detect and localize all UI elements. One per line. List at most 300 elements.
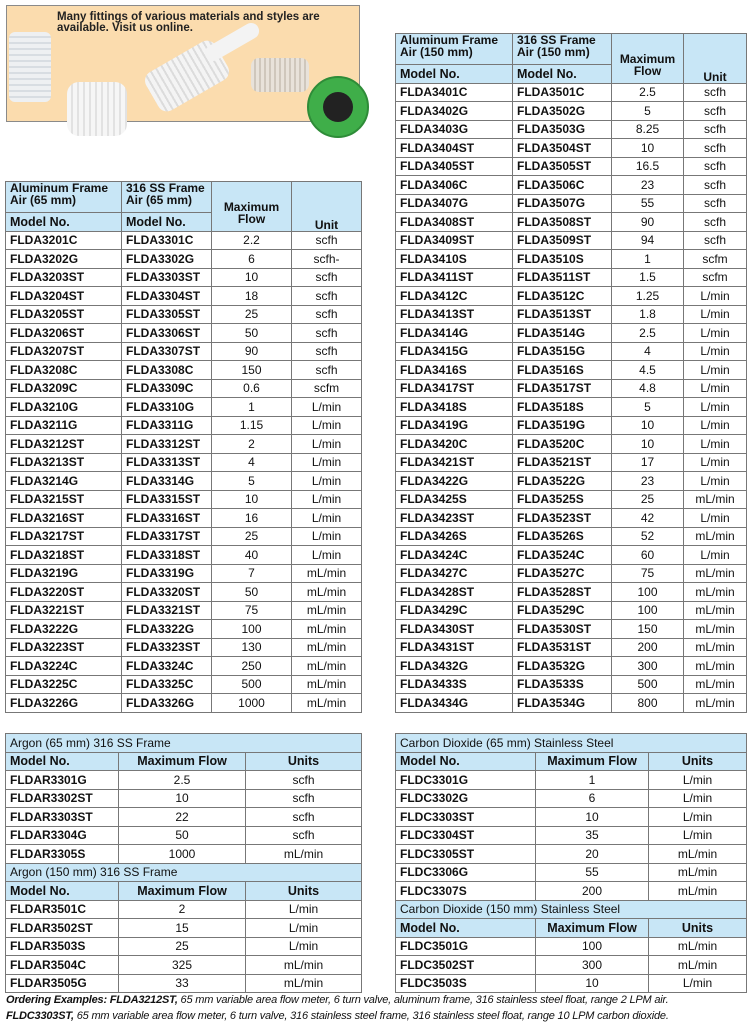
- ss-model-cell: FLDA3323ST: [122, 638, 212, 657]
- ss-model-cell: FLDA3322G: [122, 620, 212, 639]
- ss-model-cell: FLDA3309C: [122, 379, 212, 398]
- ss-model-cell: FLDA3533S: [513, 675, 612, 694]
- aluminum-model-cell: FLDA3402G: [396, 102, 513, 121]
- table-row: [6, 509, 362, 528]
- aluminum-model-cell: FLDA3201C: [6, 231, 122, 250]
- max-flow-cell: 22: [119, 808, 246, 827]
- max-flow-cell: 4: [612, 342, 684, 361]
- max-flow-cell: 55: [536, 863, 649, 882]
- aluminum-model-cell: FLDA3401C: [396, 83, 513, 102]
- unit-cell: scfh: [684, 231, 747, 250]
- unit-cell: L/min: [649, 974, 747, 993]
- unit-cell: scfh: [684, 139, 747, 158]
- model-cell: FLDC3305ST: [396, 845, 536, 864]
- table-row: [6, 694, 362, 713]
- fittings-promo-image: [6, 5, 360, 122]
- max-flow-cell: 25: [212, 305, 292, 324]
- column-header: Maximum Flow: [119, 752, 246, 771]
- column-header-row: [396, 919, 747, 938]
- column-header: Maximum Flow: [119, 882, 246, 901]
- max-flow-cell: 100: [612, 583, 684, 602]
- max-flow-cell: 52: [612, 527, 684, 546]
- unit-cell: L/min: [684, 361, 747, 380]
- unit-cell: scfh: [292, 361, 362, 380]
- ss-model-cell: FLDA3517ST: [513, 379, 612, 398]
- table-row: [6, 900, 362, 919]
- max-flow-cell: 300: [612, 657, 684, 676]
- unit-cell: L/min: [684, 342, 747, 361]
- table-row: [396, 882, 747, 901]
- table-row: [396, 342, 747, 361]
- max-flow-cell: 33: [119, 974, 246, 993]
- table-row: [396, 863, 747, 882]
- ss-model-cell: FLDA3315ST: [122, 490, 212, 509]
- unit-cell: L/min: [684, 379, 747, 398]
- ordering-model-2: FLDC3303ST,: [6, 1010, 74, 1022]
- column-header: Model No.: [396, 919, 536, 938]
- model-cell: FLDAR3502ST: [6, 919, 119, 938]
- max-flow-cell: 2: [212, 435, 292, 454]
- model-cell: FLDAR3302ST: [6, 789, 119, 808]
- maximum-flow-header: Maximum Flow: [212, 182, 292, 232]
- unit-cell: scfh-: [292, 250, 362, 269]
- header-row: [396, 34, 747, 65]
- model-cell: FLDC3304ST: [396, 826, 536, 845]
- elbow-fitting-threaded: [251, 58, 309, 92]
- unit-cell: mL/min: [684, 490, 747, 509]
- table-row: [6, 342, 362, 361]
- model-cell: FLDAR3503S: [6, 937, 119, 956]
- unit-cell: mL/min: [292, 694, 362, 713]
- max-flow-cell: 25: [212, 527, 292, 546]
- table-row: [396, 231, 747, 250]
- table-row: [396, 102, 747, 121]
- column-header: Maximum Flow: [536, 752, 649, 771]
- max-flow-cell: 300: [536, 956, 649, 975]
- max-flow-cell: 20: [536, 845, 649, 864]
- max-flow-cell: 55: [612, 194, 684, 213]
- unit-cell: L/min: [684, 435, 747, 454]
- max-flow-cell: 5: [612, 398, 684, 417]
- ss-model-cell: FLDA3504ST: [513, 139, 612, 158]
- ordering-example-2: [6, 1010, 669, 1022]
- max-flow-cell: 500: [212, 675, 292, 694]
- unit-cell: mL/min: [246, 956, 362, 975]
- ordering-text-1: 65 mm variable area flow meter, 6 turn valve, aluminum frame, 316 stainless steel float, range 2 LPM air.: [177, 994, 669, 1006]
- max-flow-cell: 25: [119, 937, 246, 956]
- model-no-header: Model No.: [122, 213, 212, 232]
- max-flow-cell: 35: [536, 826, 649, 845]
- ss-model-cell: FLDA3306ST: [122, 324, 212, 343]
- unit-cell: scfh: [684, 213, 747, 232]
- table-row: [396, 287, 747, 306]
- max-flow-cell: 2.5: [612, 324, 684, 343]
- table-row: [396, 324, 747, 343]
- ss-model-cell: FLDA3502G: [513, 102, 612, 121]
- max-flow-cell: 10: [536, 808, 649, 827]
- aluminum-model-cell: FLDA3434G: [396, 694, 513, 713]
- max-flow-cell: 1.15: [212, 416, 292, 435]
- unit-header: Unit: [684, 34, 747, 84]
- aluminum-model-cell: FLDA3225C: [6, 675, 122, 694]
- carbon-dioxide-table: [395, 733, 747, 993]
- aluminum-model-cell: FLDA3410S: [396, 250, 513, 269]
- model-cell: FLDC3307S: [396, 882, 536, 901]
- unit-cell: scfh: [684, 194, 747, 213]
- table-row: [396, 845, 747, 864]
- ss-model-cell: FLDA3506C: [513, 176, 612, 195]
- table-row: [396, 157, 747, 176]
- ss-model-cell: FLDA3503G: [513, 120, 612, 139]
- unit-cell: mL/min: [292, 675, 362, 694]
- column-header: Model No.: [6, 882, 119, 901]
- unit-cell: mL/min: [684, 620, 747, 639]
- ss-model-cell: FLDA3525S: [513, 490, 612, 509]
- maximum-flow-header: Maximum Flow: [612, 34, 684, 84]
- table-row: [396, 638, 747, 657]
- model-cell: FLDAR3301G: [6, 771, 119, 790]
- ss-model-cell: FLDA3527C: [513, 564, 612, 583]
- max-flow-cell: 800: [612, 694, 684, 713]
- max-flow-cell: 1000: [212, 694, 292, 713]
- ss-model-cell: FLDA3304ST: [122, 287, 212, 306]
- aluminum-model-cell: FLDA3432G: [396, 657, 513, 676]
- max-flow-cell: 10: [119, 789, 246, 808]
- aluminum-model-cell: FLDA3223ST: [6, 638, 122, 657]
- ss-model-cell: FLDA3320ST: [122, 583, 212, 602]
- unit-cell: L/min: [684, 398, 747, 417]
- table-row: [396, 305, 747, 324]
- max-flow-cell: 17: [612, 453, 684, 472]
- air-65mm-table: [5, 181, 362, 713]
- unit-cell: mL/min: [649, 845, 747, 864]
- unit-cell: L/min: [246, 937, 362, 956]
- max-flow-cell: 1: [212, 398, 292, 417]
- unit-cell: mL/min: [292, 638, 362, 657]
- unit-cell: L/min: [684, 416, 747, 435]
- promo-text: [57, 12, 320, 34]
- model-cell: FLDC3301G: [396, 771, 536, 790]
- section-title: Carbon Dioxide (150 mm) Stainless Steel: [396, 900, 747, 919]
- max-flow-cell: 90: [212, 342, 292, 361]
- max-flow-cell: 23: [612, 176, 684, 195]
- unit-cell: mL/min: [649, 863, 747, 882]
- column-header-row: [6, 752, 362, 771]
- table-row: [6, 361, 362, 380]
- ss-model-cell: FLDA3516S: [513, 361, 612, 380]
- ordering-label: Ordering Examples: FLDA3212ST,: [6, 994, 178, 1006]
- unit-cell: mL/min: [684, 601, 747, 620]
- unit-cell: mL/min: [684, 657, 747, 676]
- max-flow-cell: 16: [212, 509, 292, 528]
- aluminum-model-cell: FLDA3426S: [396, 527, 513, 546]
- max-flow-cell: 100: [612, 601, 684, 620]
- aluminum-model-cell: FLDA3431ST: [396, 638, 513, 657]
- section-title-row: [6, 863, 362, 882]
- column-header: Units: [649, 752, 747, 771]
- max-flow-cell: 75: [612, 564, 684, 583]
- max-flow-cell: 90: [612, 213, 684, 232]
- ss-model-cell: FLDA3505ST: [513, 157, 612, 176]
- aluminum-model-cell: FLDA3217ST: [6, 527, 122, 546]
- model-no-header: Model No.: [513, 65, 612, 84]
- ss-model-cell: FLDA3311G: [122, 416, 212, 435]
- aluminum-model-cell: FLDA3408ST: [396, 213, 513, 232]
- table-row: [6, 416, 362, 435]
- ss-model-cell: FLDA3319G: [122, 564, 212, 583]
- unit-cell: L/min: [292, 472, 362, 491]
- table-row: [6, 601, 362, 620]
- model-cell: FLDC3503S: [396, 974, 536, 993]
- table-row: [396, 250, 747, 269]
- ss-model-cell: FLDA3507G: [513, 194, 612, 213]
- aluminum-model-cell: FLDA3215ST: [6, 490, 122, 509]
- unit-cell: scfh: [246, 826, 362, 845]
- aluminum-model-cell: FLDA3404ST: [396, 139, 513, 158]
- table-row: [396, 176, 747, 195]
- table-row: [6, 937, 362, 956]
- table-row: [6, 826, 362, 845]
- table-row: [6, 845, 362, 864]
- max-flow-cell: 10: [212, 268, 292, 287]
- table-row: [6, 789, 362, 808]
- model-no-header: Model No.: [6, 213, 122, 232]
- max-flow-cell: 16.5: [612, 157, 684, 176]
- unit-cell: scfh: [292, 342, 362, 361]
- column-header: Maximum Flow: [536, 919, 649, 938]
- section-title-row: [396, 900, 747, 919]
- max-flow-cell: 2.2: [212, 231, 292, 250]
- ss-model-cell: FLDA3534G: [513, 694, 612, 713]
- unit-cell: scfh: [292, 305, 362, 324]
- aluminum-model-cell: FLDA3406C: [396, 176, 513, 195]
- max-flow-cell: 50: [212, 324, 292, 343]
- unit-cell: L/min: [684, 324, 747, 343]
- unit-cell: scfh: [246, 808, 362, 827]
- max-flow-cell: 5: [612, 102, 684, 121]
- aluminum-model-cell: FLDA3413ST: [396, 305, 513, 324]
- max-flow-cell: 42: [612, 509, 684, 528]
- table-row: [396, 546, 747, 565]
- table-row: [6, 324, 362, 343]
- unit-cell: mL/min: [292, 564, 362, 583]
- max-flow-cell: 250: [212, 657, 292, 676]
- aluminum-model-cell: FLDA3430ST: [396, 620, 513, 639]
- unit-cell: mL/min: [684, 638, 747, 657]
- aluminum-frame-header: Aluminum Frame Air (65 mm): [6, 182, 122, 213]
- unit-cell: scfh: [684, 120, 747, 139]
- ss-model-cell: FLDA3318ST: [122, 546, 212, 565]
- aluminum-model-cell: FLDA3416S: [396, 361, 513, 380]
- ss-model-cell: FLDA3317ST: [122, 527, 212, 546]
- ss-model-cell: FLDA3521ST: [513, 453, 612, 472]
- table-row: [396, 379, 747, 398]
- unit-cell: L/min: [649, 771, 747, 790]
- unit-header: Unit: [292, 182, 362, 232]
- aluminum-model-cell: FLDA3204ST: [6, 287, 122, 306]
- ss-model-cell: FLDA3321ST: [122, 601, 212, 620]
- unit-cell: L/min: [246, 919, 362, 938]
- aluminum-model-cell: FLDA3226G: [6, 694, 122, 713]
- column-header: Model No.: [6, 752, 119, 771]
- ss-model-cell: FLDA3301C: [122, 231, 212, 250]
- unit-cell: L/min: [292, 398, 362, 417]
- ss-model-cell: FLDA3302G: [122, 250, 212, 269]
- table-row: [396, 601, 747, 620]
- ss-model-cell: FLDA3523ST: [513, 509, 612, 528]
- table-row: [396, 416, 747, 435]
- aluminum-model-cell: FLDA3206ST: [6, 324, 122, 343]
- elbow-fitting-clear: [9, 32, 51, 102]
- table-row: [6, 956, 362, 975]
- ss-model-cell: FLDA3509ST: [513, 231, 612, 250]
- max-flow-cell: 75: [212, 601, 292, 620]
- table-row: [6, 620, 362, 639]
- model-cell: FLDC3502ST: [396, 956, 536, 975]
- table-row: [6, 919, 362, 938]
- aluminum-model-cell: FLDA3405ST: [396, 157, 513, 176]
- table-row: [396, 268, 747, 287]
- unit-cell: scfh: [684, 176, 747, 195]
- max-flow-cell: 1.8: [612, 305, 684, 324]
- aluminum-model-cell: FLDA3205ST: [6, 305, 122, 324]
- aluminum-model-cell: FLDA3420C: [396, 435, 513, 454]
- aluminum-model-cell: FLDA3407G: [396, 194, 513, 213]
- max-flow-cell: 500: [612, 675, 684, 694]
- argon-table: [5, 733, 362, 993]
- aluminum-model-cell: FLDA3214G: [6, 472, 122, 491]
- ss-model-cell: FLDA3513ST: [513, 305, 612, 324]
- table-row: [396, 808, 747, 827]
- max-flow-cell: 150: [212, 361, 292, 380]
- table-row: [396, 472, 747, 491]
- ss-model-cell: FLDA3305ST: [122, 305, 212, 324]
- unit-cell: mL/min: [684, 564, 747, 583]
- unit-cell: L/min: [292, 453, 362, 472]
- max-flow-cell: 94: [612, 231, 684, 250]
- aluminum-model-cell: FLDA3220ST: [6, 583, 122, 602]
- unit-cell: mL/min: [246, 974, 362, 993]
- model-cell: FLDC3501G: [396, 937, 536, 956]
- ss-model-cell: FLDA3528ST: [513, 583, 612, 602]
- aluminum-model-cell: FLDA3409ST: [396, 231, 513, 250]
- aluminum-model-cell: FLDA3403G: [396, 120, 513, 139]
- table-row: [6, 305, 362, 324]
- table-row: [6, 453, 362, 472]
- max-flow-cell: 60: [612, 546, 684, 565]
- table-row: [396, 213, 747, 232]
- unit-cell: mL/min: [292, 620, 362, 639]
- ss-model-cell: FLDA3312ST: [122, 435, 212, 454]
- max-flow-cell: 1: [612, 250, 684, 269]
- aluminum-model-cell: FLDA3216ST: [6, 509, 122, 528]
- ss-model-cell: FLDA3512C: [513, 287, 612, 306]
- ss-model-cell: FLDA3532G: [513, 657, 612, 676]
- table-row: [6, 379, 362, 398]
- unit-cell: L/min: [292, 416, 362, 435]
- table-row: [396, 564, 747, 583]
- column-header-row: [396, 752, 747, 771]
- max-flow-cell: 10: [212, 490, 292, 509]
- unit-cell: scfm: [684, 268, 747, 287]
- aluminum-model-cell: FLDA3210G: [6, 398, 122, 417]
- aluminum-model-cell: FLDA3421ST: [396, 453, 513, 472]
- column-header: Units: [246, 752, 362, 771]
- aluminum-model-cell: FLDA3418S: [396, 398, 513, 417]
- ss-model-cell: FLDA3307ST: [122, 342, 212, 361]
- ss-model-cell: FLDA3326G: [122, 694, 212, 713]
- aluminum-model-cell: FLDA3219G: [6, 564, 122, 583]
- section-title: Carbon Dioxide (65 mm) Stainless Steel: [396, 734, 747, 753]
- aluminum-model-cell: FLDA3224C: [6, 657, 122, 676]
- aluminum-model-cell: FLDA3208C: [6, 361, 122, 380]
- table-row: [396, 398, 747, 417]
- table-row: [396, 453, 747, 472]
- ss-model-cell: FLDA3524C: [513, 546, 612, 565]
- ss-model-cell: FLDA3316ST: [122, 509, 212, 528]
- max-flow-cell: 200: [536, 882, 649, 901]
- unit-cell: mL/min: [684, 527, 747, 546]
- table-row: [396, 620, 747, 639]
- ordering-example-1: [6, 994, 668, 1006]
- max-flow-cell: 2: [119, 900, 246, 919]
- aluminum-model-cell: FLDA3411ST: [396, 268, 513, 287]
- max-flow-cell: 10: [612, 139, 684, 158]
- ss-model-cell: FLDA3314G: [122, 472, 212, 491]
- max-flow-cell: 4.8: [612, 379, 684, 398]
- max-flow-cell: 325: [119, 956, 246, 975]
- table-row: [6, 472, 362, 491]
- unit-cell: mL/min: [246, 845, 362, 864]
- section-title-row: [396, 734, 747, 753]
- table-row: [6, 287, 362, 306]
- max-flow-cell: 1: [536, 771, 649, 790]
- aluminum-model-cell: FLDA3212ST: [6, 435, 122, 454]
- aluminum-model-cell: FLDA3419G: [396, 416, 513, 435]
- unit-cell: L/min: [684, 546, 747, 565]
- ss-model-cell: FLDA3510S: [513, 250, 612, 269]
- max-flow-cell: 1.5: [612, 268, 684, 287]
- promo-line-2: available. Visit us online.: [57, 22, 193, 34]
- push-connect-green: [307, 76, 369, 138]
- model-cell: FLDAR3505G: [6, 974, 119, 993]
- aluminum-model-cell: FLDA3425S: [396, 490, 513, 509]
- table-row: [6, 398, 362, 417]
- nut-fitting-clear: [67, 82, 127, 136]
- unit-cell: mL/min: [292, 583, 362, 602]
- table-row: [6, 250, 362, 269]
- aluminum-model-cell: FLDA3203ST: [6, 268, 122, 287]
- unit-cell: L/min: [684, 305, 747, 324]
- unit-cell: scfh: [292, 287, 362, 306]
- section-title: Argon (65 mm) 316 SS Frame: [6, 734, 362, 753]
- aluminum-model-cell: FLDA3424C: [396, 546, 513, 565]
- unit-cell: scfh: [246, 789, 362, 808]
- model-cell: FLDAR3501C: [6, 900, 119, 919]
- unit-cell: mL/min: [684, 675, 747, 694]
- model-cell: FLDAR3305S: [6, 845, 119, 864]
- table-row: [6, 675, 362, 694]
- unit-cell: L/min: [649, 789, 747, 808]
- table-row: [396, 83, 747, 102]
- table-row: [6, 231, 362, 250]
- max-flow-cell: 18: [212, 287, 292, 306]
- unit-cell: scfh: [684, 83, 747, 102]
- table-row: [396, 789, 747, 808]
- table-row: [6, 771, 362, 790]
- ss-model-cell: FLDA3531ST: [513, 638, 612, 657]
- ss-model-cell: FLDA3501C: [513, 83, 612, 102]
